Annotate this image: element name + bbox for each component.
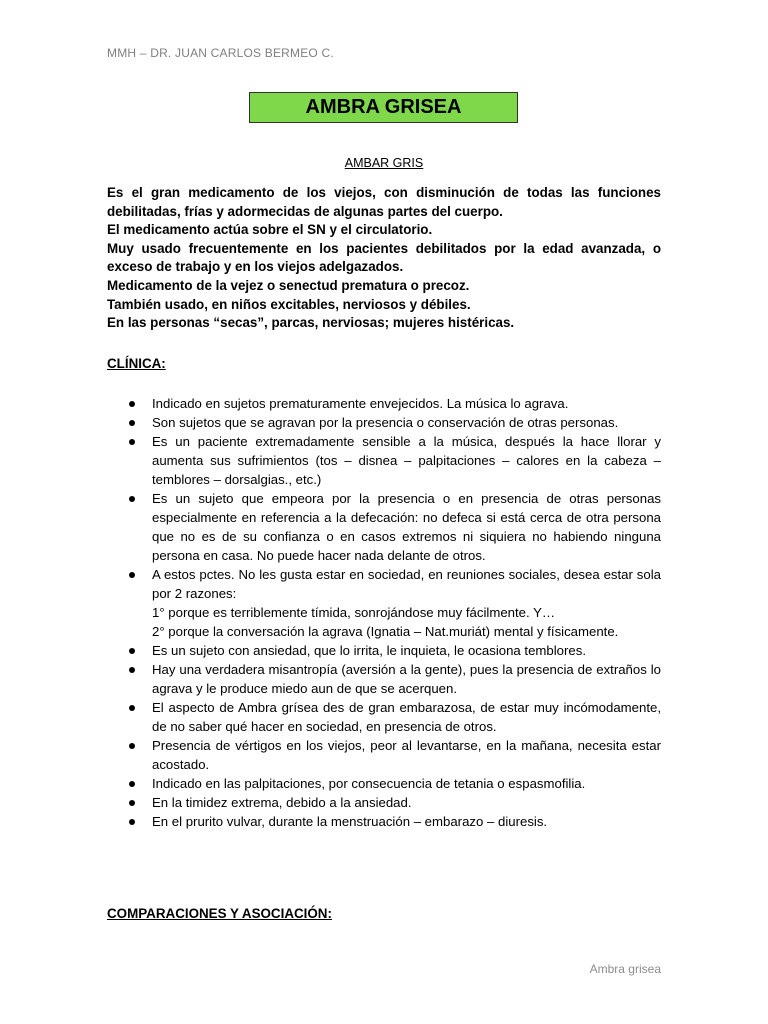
list-item	[107, 660, 661, 698]
list-item	[107, 698, 661, 736]
intro-line: El medicamento actúa sobre el SN y el circulatorio.	[107, 222, 433, 238]
bullet-icon	[129, 705, 135, 711]
bullet-icon	[129, 401, 135, 407]
bullet-icon	[129, 420, 135, 426]
page-header: MMH – DR. JUAN CARLOS BERMEO C.	[107, 46, 334, 60]
list-item-text: Indicado en sujetos prematuramente envejecidos. La música lo agrava.	[152, 396, 569, 411]
bullet-icon	[129, 743, 135, 749]
list-item	[107, 565, 661, 641]
bullet-icon	[129, 648, 135, 654]
intro-line: También usado, en niños excitables, nerviosos y débiles.	[107, 296, 471, 312]
list-item-text: Son sujetos que se agravan por la presencia o conservación de otras personas.	[152, 415, 619, 430]
list-item	[107, 736, 661, 774]
list-item	[107, 489, 661, 565]
list-item	[107, 432, 661, 489]
list-item	[107, 413, 661, 432]
bullet-icon	[129, 439, 135, 445]
bullet-icon	[129, 667, 135, 673]
list-item-text: Es un sujeto con ansiedad, que lo irrita, le inquieta, le ocasiona temblores.	[152, 643, 586, 658]
bullet-icon	[129, 572, 135, 578]
list-item	[107, 812, 661, 831]
list-item-text: Es un paciente extremadamente sensible a la música, después la hace llorar y aumenta sus sufrimientos (tos – disnea – palpitaciones – calores en la cabeza – temblores – dorsalgias., etc.)	[152, 434, 661, 487]
intro-line: Medicamento de la vejez o senectud prematura o precoz.	[107, 277, 470, 293]
bullet-icon	[129, 781, 135, 787]
list-item	[107, 774, 661, 793]
document-subtitle: AMBAR GRIS	[344, 156, 424, 170]
section-heading-comparaciones: COMPARACIONES Y ASOCIACIÓN:	[107, 906, 332, 921]
list-item-text: En el prurito vulvar, durante la menstruación – embarazo – diuresis.	[152, 814, 548, 829]
list-item-text: En la timidez extrema, debido a la ansiedad.	[152, 795, 412, 810]
intro-line: Muy usado frecuentemente en los pacientes debilitados por la edad avanzada, o exceso de trabajo y en los viejos adelgazados.	[107, 240, 661, 275]
intro-line: En las personas “secas”, parcas, nerviosas; mujeres histéricas.	[107, 315, 515, 331]
page-footer: Ambra grisea	[589, 962, 661, 976]
list-item-text: Presencia de vértigos en los viejos, peor al levantarse, en la mañana, necesita estar acostado.	[152, 738, 661, 772]
clinica-bullet-list	[107, 394, 661, 831]
document-title-box	[249, 92, 518, 123]
intro-paragraphs	[107, 184, 661, 333]
bullet-icon	[129, 819, 135, 825]
list-item-text: Indicado en las palpitaciones, por consecuencia de tetania o espasmofilia.	[152, 776, 586, 791]
list-item-text: A estos pctes. No les gusta estar en sociedad, en reuniones sociales, desea estar sola por 2 razones:	[152, 567, 661, 601]
document-title: AMBRA GRISEA	[305, 96, 462, 118]
list-item	[107, 793, 661, 812]
list-item-text: El aspecto de Ambra grísea des de gran embarazosa, de estar muy incómodamente, de no saber qué hacer en sociedad, en presencia de otros.	[152, 700, 661, 734]
list-item-subline: 1° porque es terriblemente tímida, sonrojándose muy fácilmente. Y…	[152, 605, 556, 620]
intro-line: Es el gran medicamento de los viejos, con disminución de todas las funciones debilitadas, frías y adormecidas de algunas partes del cuerpo.	[107, 185, 661, 219]
bullet-icon	[129, 800, 135, 806]
list-item-text: Hay una verdadera misantropía (aversión a la gente), pues la presencia de extraños lo agrava y le produce miedo aun de que se acerquen.	[152, 662, 661, 696]
list-item-text: Es un sujeto que empeora por la presencia o en presencia de otras personas especialmente en referencia a la defecación: no defeca si está cerca de otra persona que no es de su confianza o en casos extremos ni siquiera no habiendo ninguna persona en casa. No puede hacer nada delante de otros.	[152, 491, 661, 563]
list-item	[107, 641, 661, 660]
list-item-subline: 2° porque la conversación la agrava (Ignatia – Nat.muriát) mental y físicamente.	[152, 624, 619, 639]
section-heading-clinica: CLÍNICA:	[107, 356, 166, 371]
list-item	[107, 394, 661, 413]
bullet-icon	[129, 496, 135, 502]
